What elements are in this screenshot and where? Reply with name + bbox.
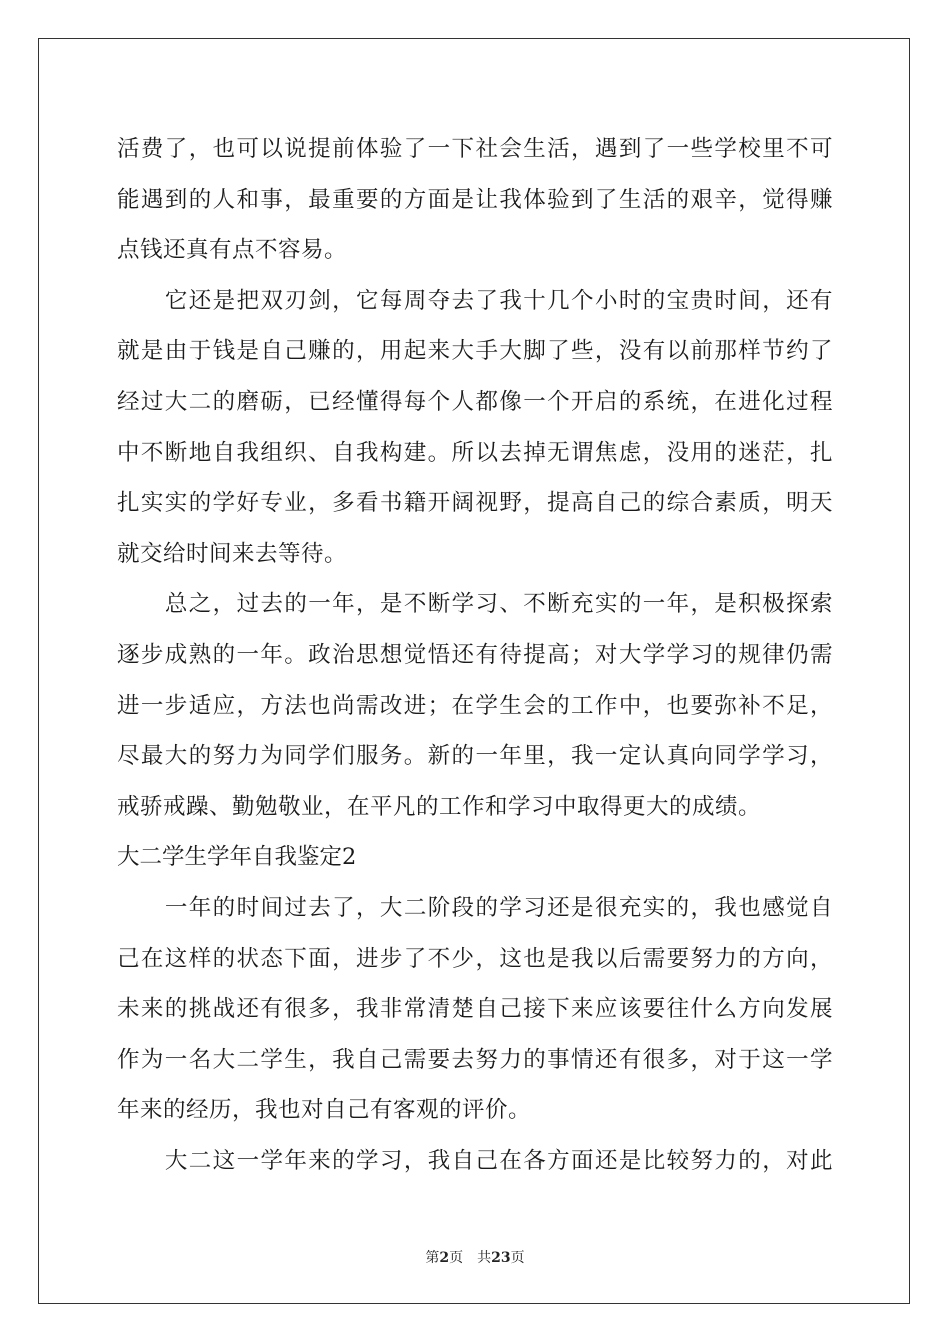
paragraph-line — [117, 1035, 833, 1086]
line-text: 未来的挑战还有很多，我非常清楚自己接下来应该要往什么方向发展 — [117, 996, 833, 1023]
line-text: 尽最大的努力为同学们服务。新的一年里，我一定认真向同学学习， — [117, 743, 833, 770]
line-text: 点钱还真有点不容易。 — [117, 237, 348, 264]
paragraph-line — [117, 984, 833, 1035]
paragraph-line — [117, 782, 833, 833]
paragraph-line — [117, 883, 833, 934]
paragraph-line — [117, 579, 833, 630]
line-text: 就是由于钱是自己赚的，用起来大手大脚了些，没有以前那样节约了 — [117, 338, 833, 365]
total-suffix: 页 — [510, 1250, 525, 1266]
document-body — [117, 124, 833, 1186]
total-pages: 23 — [491, 1250, 511, 1266]
paragraph-line — [117, 934, 833, 985]
line-text: 大二学生学年自我鉴定2 — [117, 844, 357, 871]
page-suffix: 页 — [449, 1250, 464, 1266]
page-number: 2 — [439, 1250, 450, 1266]
line-text: 逐步成熟的一年。政治思想觉悟还有待提高；对大学学习的规律仍需 — [117, 641, 833, 668]
line-text: 中不断地自我组织、自我构建。所以去掉无谓焦虑，没用的迷茫，扎 — [117, 439, 833, 466]
line-text: 己在这样的状态下面，进步了不少，这也是我以后需要努力的方向， — [117, 945, 833, 972]
paragraph-line — [117, 326, 833, 377]
line-text: 进一步适应，方法也尚需改进；在学生会的工作中，也要弥补不足， — [117, 692, 833, 719]
line-text: 经过大二的磨砺，已经懂得每个人都像一个开启的系统，在进化过程 — [117, 388, 833, 415]
paragraph-line — [117, 681, 833, 732]
line-text: 扎实实的学好专业，多看书籍开阔视野，提高自己的综合素质，明天 — [117, 490, 833, 517]
paragraph-line — [117, 731, 833, 782]
paragraph-line — [117, 1085, 833, 1136]
line-text: 年来的经历，我也对自己有客观的评价。 — [117, 1097, 532, 1124]
page-footer — [0, 1247, 950, 1267]
paragraph-line — [117, 478, 833, 529]
paragraph-line — [117, 529, 833, 580]
line-text: 活费了，也可以说提前体验了一下社会生活，遇到了一些学校里不可 — [117, 136, 833, 162]
paragraph-line — [117, 124, 833, 175]
paragraph-line — [117, 276, 833, 327]
line-text: 能遇到的人和事，最重要的方面是让我体验到了生活的艰辛，觉得赚 — [117, 186, 833, 213]
paragraph-line — [117, 1136, 833, 1187]
page-prefix: 第 — [425, 1250, 440, 1266]
paragraph-line — [117, 175, 833, 226]
line-text: 戒骄戒躁、勤勉敬业，在平凡的工作和学习中取得更大的成绩。 — [117, 793, 762, 820]
line-text: 总之，过去的一年，是不断学习、不断充实的一年，是积极探索 — [164, 591, 833, 618]
line-text: 作为一名大二学生，我自己需要去努力的事情还有很多，对于这一学 — [117, 1046, 833, 1073]
line-text: 它还是把双刃剑，它每周夺去了我十几个小时的宝贵时间，还有 — [164, 287, 833, 314]
paragraph-line — [117, 428, 833, 479]
paragraph-line — [117, 225, 833, 276]
line-text: 就交给时间来去等待。 — [117, 540, 348, 567]
paragraph-line — [117, 630, 833, 681]
line-text: 大二这一学年来的学习，我自己在各方面还是比较努力的，对此 — [164, 1147, 833, 1174]
section-heading — [117, 832, 833, 883]
line-text: 一年的时间过去了，大二阶段的学习还是很充实的，我也感觉自 — [164, 894, 833, 921]
total-prefix: 共 — [477, 1250, 492, 1266]
paragraph-line — [117, 377, 833, 428]
